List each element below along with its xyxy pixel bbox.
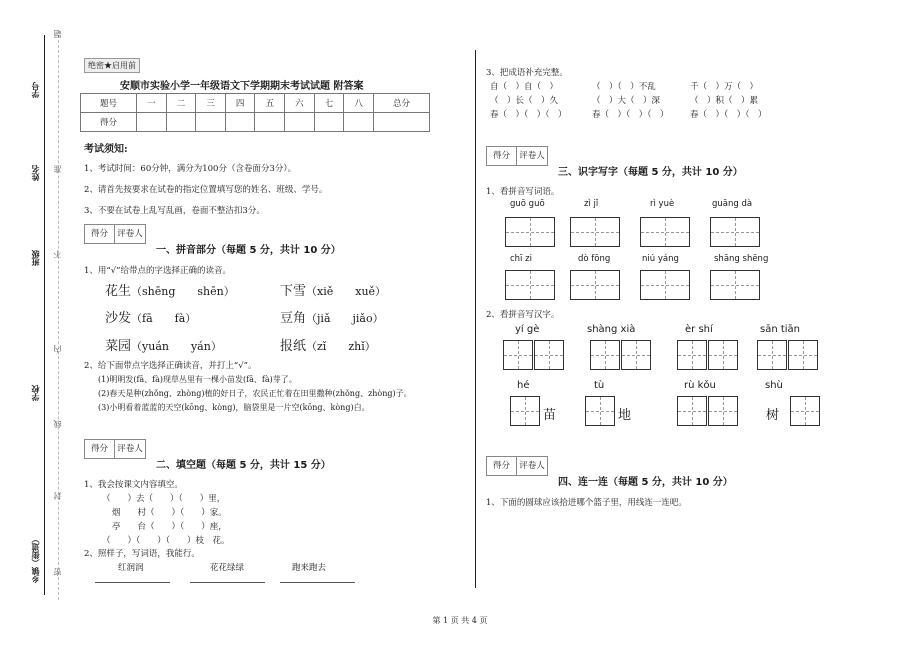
pinyin-label: shù (765, 380, 783, 391)
label-class: 班级 (31, 250, 40, 266)
grader-label: 评卷人 (117, 444, 143, 454)
label-student-id: 学号 (31, 82, 40, 98)
writing-cell[interactable] (640, 270, 690, 300)
choice-word: 菜园 (105, 339, 132, 354)
notice-title: 考试须知: (84, 144, 128, 155)
idiom-item[interactable]: （ ）积（ ）累 (690, 96, 759, 106)
margin-mark: 准 (53, 165, 62, 173)
notice-item: 1、考试时间：60分钟，满分为100分（含卷面分3分）。 (84, 164, 297, 174)
grader-label: 评卷人 (117, 229, 143, 239)
exam-title: 安顺市实验小学一年级语文下学期期末考试试题 附答案 (120, 81, 364, 92)
writing-cell[interactable] (757, 340, 787, 370)
writing-cell[interactable] (621, 340, 651, 370)
margin-mark: 不 (53, 250, 62, 258)
margin-mark: 封 (53, 492, 62, 500)
word-example: 跑来跑去 (292, 563, 327, 573)
writing-cell[interactable] (790, 396, 820, 426)
grader-label: 评卷人 (519, 461, 545, 471)
idiom-item[interactable]: （ ）（ ）不乱 (592, 82, 656, 92)
pinyin-label: dò fōng (578, 254, 611, 264)
pinyin-label: chī zi (510, 254, 532, 264)
writing-cell[interactable] (503, 340, 533, 370)
grader-score-label: 得分 (487, 457, 517, 475)
score-header-cell: 一 (137, 94, 167, 113)
pinyin-label: guāng dà (712, 199, 753, 209)
pinyin-label: niú yáng (642, 254, 679, 264)
score-header-cell: 五 (255, 94, 285, 113)
idiom-item[interactable]: （ ）大（ ）深 (592, 96, 661, 106)
grader-label: 评卷人 (519, 151, 545, 161)
section1-q2: 2、给下面带点字选择正确读音，并打上“√”。 (84, 361, 257, 371)
section3-title: 三、识字写字（每题 5 分，共计 10 分） (558, 167, 743, 178)
fill-line[interactable]: 亭 台（ ）（ ）座， (112, 522, 227, 532)
section1-q2-item: (2)春天是种(zhǒng、zhòng)植的好日子，农民正忙着在田里撒种(zhǒng、zhòng)子。 (98, 389, 412, 398)
choice-options[interactable]: （shēng shēn） (131, 285, 235, 298)
writing-cell[interactable] (510, 396, 540, 426)
score-header-cell: 题号 (81, 94, 137, 113)
score-header-cell: 三 (196, 94, 226, 113)
choice-word: 花生 (105, 284, 132, 299)
column-divider (475, 50, 476, 588)
pinyin-choice (105, 335, 222, 354)
answer-line[interactable] (190, 582, 265, 583)
score-header-cell: 四 (225, 94, 255, 113)
margin-mark: 密 (53, 568, 62, 576)
writing-cell[interactable] (534, 340, 564, 370)
pinyin-label: shāng shēng (714, 254, 769, 264)
score-cell[interactable] (255, 113, 285, 132)
section2-title: 二、填空题（每题 5 分，共计 15 分） (156, 460, 331, 471)
pinyin-choice (280, 280, 386, 299)
score-cell[interactable] (314, 113, 344, 132)
given-char: 地 (618, 408, 632, 423)
fill-line[interactable]: （ ）（ ）（ ）枝 花。 (102, 536, 230, 546)
secret-label: 绝密★启用前 (84, 58, 140, 73)
label-name: 姓名 (31, 165, 40, 181)
pinyin-label: èr shí (685, 324, 713, 335)
pinyin-label: sān tiān (760, 324, 801, 335)
choice-options[interactable]: （fā fà） (131, 312, 197, 325)
score-header-cell: 二 (166, 94, 196, 113)
word-example: 花花绿绿 (210, 563, 245, 573)
given-char: 苗 (543, 408, 557, 423)
margin-dash-left (58, 30, 59, 600)
writing-cell[interactable] (708, 396, 738, 426)
pinyin-choice (280, 307, 384, 326)
margin-mark: 题 (53, 30, 62, 38)
writing-cell[interactable] (640, 217, 690, 247)
margin-mark: 内 (53, 345, 62, 353)
grader-box (84, 224, 146, 244)
score-header-cell: 六 (285, 94, 315, 113)
idiom-question: 3、把成语补充完整。 (486, 68, 568, 78)
pinyin-choice (105, 280, 235, 299)
idiom-item[interactable]: 自（ ）自（ ） (490, 82, 559, 92)
writing-cell[interactable] (570, 217, 620, 247)
label-school: 学校 (31, 385, 40, 401)
writing-cell[interactable] (677, 396, 707, 426)
grader-score-label: 得分 (85, 225, 115, 243)
score-header-cell: 八 (344, 94, 374, 113)
score-cell[interactable] (373, 113, 429, 132)
choice-options[interactable]: （yuán yán） (131, 340, 222, 353)
fill-line[interactable]: （ ）去（ ）（ ）里， (102, 494, 226, 504)
notice-item: 3、不要在试卷上乱写乱画，卷面不整洁扣3分。 (84, 206, 265, 216)
section2-q2: 2、照样子，写词语，我能行。 (84, 549, 200, 559)
section3-q1: 1、看拼音写词语。 (486, 187, 560, 197)
writing-cell[interactable] (505, 270, 555, 300)
pinyin-label: rù kǒu (684, 380, 716, 391)
score-header-cell: 七 (314, 94, 344, 113)
score-cell[interactable] (285, 113, 315, 132)
pinyin-label: guō guō (510, 199, 545, 209)
page-footer: 第 1 页 共 4 页 (432, 616, 488, 625)
writing-cell[interactable] (677, 340, 707, 370)
score-row-label: 得分 (81, 113, 137, 132)
choice-options[interactable]: （jiǎ jiǎo） (306, 312, 384, 325)
writing-cell[interactable] (708, 340, 738, 370)
choice-word: 报纸 (280, 339, 307, 354)
grader-box (486, 456, 548, 476)
section3-q2: 2、看拼音写汉字。 (486, 310, 560, 320)
writing-cell[interactable] (710, 270, 760, 300)
score-cell[interactable] (166, 113, 196, 132)
pinyin-choice (280, 335, 376, 354)
fill-line[interactable]: 烟 村（ ）（ ）家。 (112, 508, 227, 518)
idiom-item[interactable]: 春（ ）（ ）（ ） (690, 110, 767, 120)
answer-line[interactable] (95, 582, 170, 583)
pinyin-label: zì jǐ (584, 199, 599, 209)
given-char: 树 (766, 408, 780, 423)
score-cell[interactable] (196, 113, 226, 132)
score-table (80, 93, 430, 132)
section1-q2-item: (1)明明发(fā、fà)现草丛里有一棵小苗发(fā、fà)芽了。 (98, 375, 297, 384)
section4-q1: 1、下面的圆球应该拾进哪个篮子里，用线连一连吧。 (486, 498, 687, 508)
choice-word: 沙发 (105, 311, 132, 326)
writing-cell[interactable] (585, 396, 615, 426)
pinyin-choice (105, 307, 196, 326)
writing-cell[interactable] (570, 270, 620, 300)
idiom-item[interactable]: 千（ ）万（ ） (690, 82, 759, 92)
label-township: 乡镇（街道） (31, 535, 40, 583)
choice-word: 豆角 (280, 311, 307, 326)
pinyin-label: tù (594, 380, 605, 391)
score-header-cell: 总分 (373, 94, 429, 113)
grader-box (84, 439, 146, 459)
pinyin-label: yí gè (515, 324, 540, 335)
writing-cell[interactable] (710, 217, 760, 247)
choice-options[interactable]: （xiě xuě） (306, 285, 387, 298)
pinyin-label: rì yuè (650, 199, 675, 209)
word-example: 红润润 (118, 563, 144, 573)
binding-line (44, 35, 45, 595)
section2-q1: 1、我会按课文内容填空。 (84, 480, 183, 490)
section4-title: 四、连一连（每题 5 分，共计 10 分） (558, 477, 733, 488)
choice-word: 下雪 (280, 284, 307, 299)
score-cell[interactable] (344, 113, 374, 132)
score-cell[interactable] (137, 113, 167, 132)
section1-title: 一、拼音部分（每题 5 分，共计 10 分） (156, 245, 341, 256)
answer-line[interactable] (280, 582, 355, 583)
section1-q1: 1、用“√”给带点的字选择正确的读音。 (84, 266, 232, 276)
idiom-item[interactable]: （ ）长（ ）久 (490, 96, 559, 106)
grader-box (486, 146, 548, 166)
choice-options[interactable]: （zǐ zhǐ） (306, 340, 376, 353)
writing-cell[interactable] (788, 340, 818, 370)
pinyin-label: hé (517, 380, 530, 391)
margin-mark: 线 (53, 420, 62, 428)
idiom-item[interactable]: 春（ ）（ ）（ ） (592, 110, 669, 120)
notice-item: 2、请首先按要求在试卷的指定位置填写您的姓名、班级、学号。 (84, 185, 328, 195)
pinyin-label: shàng xià (587, 324, 636, 335)
section1-q2-item: (3)小明看着蓝蓝的天空(kōng、kòng)，脑袋里是一片空(kōng、kòng)白。 (98, 403, 370, 412)
writing-cell[interactable] (505, 217, 555, 247)
grader-score-label: 得分 (85, 440, 115, 458)
idiom-item[interactable]: 春（ ）（ ）（ ） (490, 110, 567, 120)
grader-score-label: 得分 (487, 147, 517, 165)
score-cell[interactable] (225, 113, 255, 132)
writing-cell[interactable] (590, 340, 620, 370)
